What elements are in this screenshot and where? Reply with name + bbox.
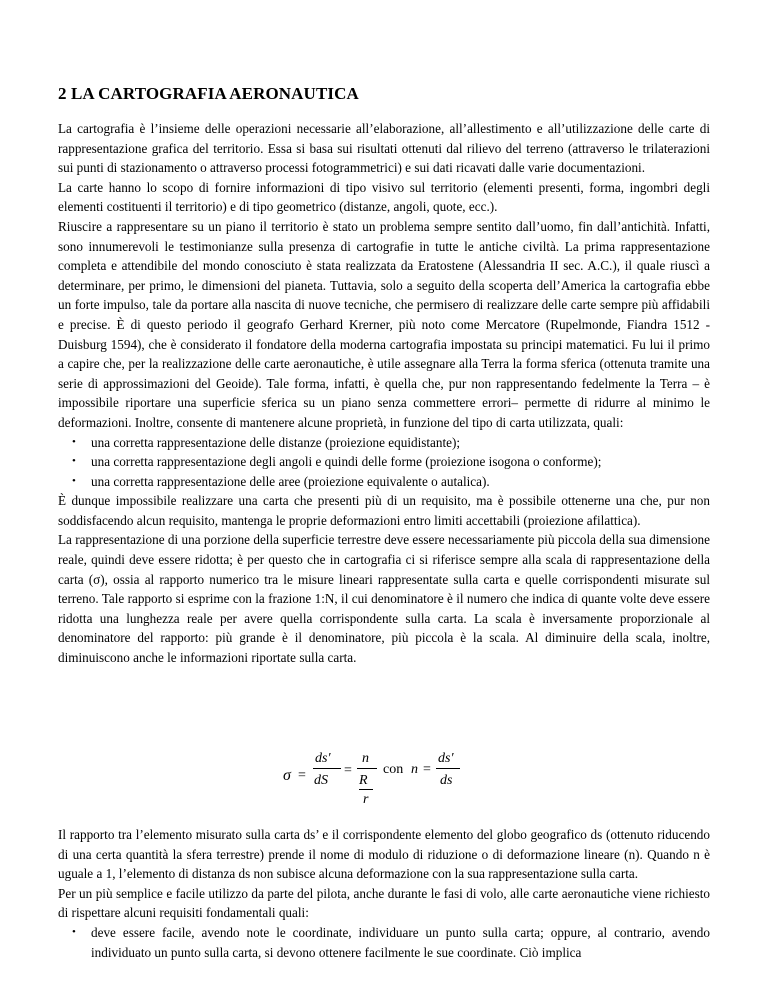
paragraph-requirements: Per un più semplice e facile utilizzo da parte del pilota, anche durante le fasi di volo, alle carte aeronautiche viene richiesto di rispettare alcuni requisiti fondamentali quali:	[58, 885, 710, 921]
properties-list	[58, 433, 710, 492]
fraction-bar	[313, 768, 341, 769]
fraction-bar	[436, 768, 460, 769]
bullet-icon: •	[72, 474, 76, 487]
requirements-list	[58, 923, 710, 962]
fraction-bar	[357, 768, 377, 769]
paragraph-history: Riuscire a rappresentare su un piano il territorio è stato un problema sempre sentito dall’uomo, fin dall’antichità. Infatti, sono innumerevoli le testimonianze sulla presenza di cartografie in tutte le antiche civiltà. La prima rappresentazione completa e attendibile del mondo conosciuto è stata realizzata da Eratostene (Alessandria II sec. A.C.), il quale riuscì a determinare, per primo, le dimensioni del pianeta. Tuttavia, solo a seguito della scoperta dell’America la cartografia ebbe un forte impulso, tale da portare alla nascita di nuove tecniche, che permisero di realizzare delle carte sempre più affidabili e precise. È di questo periodo il geografo Gerhard Krerner, più noto come Mercatore (Rupelmonde, Fiandra 1512 - Duisburg 1594), che è considerato il fondatore della moderna cartografia impostata su principi matematici. Fu lui il primo a capire che, per la realizzazione delle carte aeronautiche, è utile assegnare alla Terra la forma sferica (ottenuta tramite una serie di approssimazioni del Geoide). Tale forma, infatti, è quella che, pur non rappresentando fedelmente la Terra – è impossibile riportare una superficie sferica su un piano senza commettere errori– permette di ridurre al minimo le deformazioni. Inoltre, consente di mantenere alcune proprietà, in funzione del tipo di carta utilizzata, quali:	[58, 218, 710, 430]
con-label: con	[383, 762, 404, 777]
list-item: • una corretta rappresentazione delle aree (proiezione equivalente o autalica).	[58, 472, 710, 492]
paragraph-afilattica: È dunque impossibile realizzare una carta che presenti più di un requisito, ma è possibile ottenerne una che, pur non soddisfacendo alcun requisito, mantenga le proprie deformazioni entro limiti accettabili (proiezione afilattica).	[58, 493, 710, 528]
equals-sign: =	[344, 763, 352, 778]
numerator-ds-prime: ds′	[315, 751, 331, 766]
paragraph-definition: La cartografia è l’insieme delle operazioni necessarie all’elaborazione, all’allestimento e all’utilizzazione delle carte di rappresentazione grafica del territorio. Essa si basa sui risultati ottenuti dal rilievo del terreno (attraverso le trilaterazioni sui punti di stazionamento o attraverso processi fotogrammetrici) e sui dati ricavati dalle varie documentazioni.	[58, 121, 710, 176]
paragraph-purpose: La carte hanno lo scopo di fornire informazioni di tipo visivo sul territorio (elementi presenti, forma, ingombri degli elementi costituenti il territorio) e di tipo geometrico (distanze, angoli, quote, ecc.).	[58, 179, 710, 215]
list-item: • una corretta rappresentazione degli angoli e quindi delle forme (proiezione isogona o conforme);	[58, 452, 710, 472]
denominator-R: R	[359, 773, 368, 788]
modulus-n: n	[411, 762, 418, 777]
denominator-ds: ds	[440, 773, 453, 788]
numerator-n: n	[362, 751, 369, 766]
sigma-symbol: σ	[283, 767, 291, 784]
section-title: 2 LA CARTOGRAFIA AERONAUTICA	[58, 84, 359, 103]
numerator-ds-prime: ds′	[438, 751, 454, 766]
equals-sign: =	[423, 762, 431, 777]
list-item: • una corretta rappresentazione delle distanze (proiezione equidistante);	[58, 433, 710, 453]
bullet-icon: •	[72, 455, 76, 468]
denominator-r: r	[363, 792, 369, 807]
paragraph-scale: La rappresentazione di una porzione della superficie terrestre deve essere necessariamente più piccola della sua dimensione reale, quindi deve essere ridotta; è per questo che in cartografia ci si riferisce sempre alla scala di rappresentazione della carta (σ), ossia al rapporto numerico tra le misure lineari rappresentate sulla carta e quelle corrispondenti misurate sul terreno. Tale rapporto si esprime con la frazione 1:N, il cui denominatore è il numero che indica di quante volte deve essere ridotta una lunghezza reale per avere quella corrispondente sulla carta. La scala è inversamente proporzionale al denominatore del rapporto: più grande è il denominatore, più piccola è la scala. Al diminuire della scala, inoltre, diminuiscono anche le informazioni riportate sulla carta.	[58, 532, 710, 666]
bullet-icon: •	[72, 925, 76, 938]
denominator-dS: dS	[314, 773, 328, 788]
body-text-bottom	[58, 825, 710, 962]
paragraph-modulus: Il rapporto tra l’elemento misurato sulla carta ds’ e il corrispondente elemento del globo geografico ds (ottenuto riducendo di una certa quantità la sfera terrestre) prende il nome di modulo di riduzione o di deformazione lineare (n). Quando n è uguale a 1, l’elemento di distanza ds non subisce alcuna deformazione con la sua rappresentazione sulla carta.	[58, 827, 710, 882]
body-text-top	[58, 119, 710, 668]
equals-sign: =	[298, 768, 306, 783]
list-item: • deve essere facile, avendo note le coordinate, individuare un punto sulla carta; oppure, al contrario, avendo individuato un punto sulla carta, si devono ottenere facilmente le sue coordinate. Ciò implica	[72, 924, 710, 960]
scale-formula	[283, 744, 483, 808]
bullet-icon: •	[72, 435, 76, 448]
